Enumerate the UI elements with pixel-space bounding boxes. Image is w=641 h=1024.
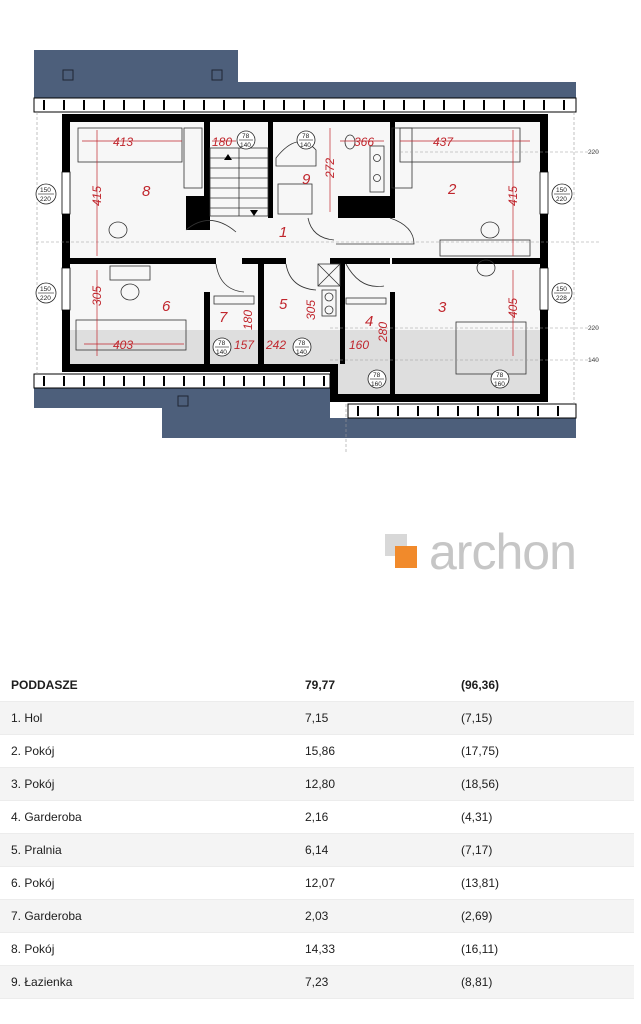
svg-text:150: 150 [40,286,51,293]
dim-157: 157 [234,338,255,352]
svg-text:140: 140 [240,142,251,149]
table-row [0,834,634,867]
elevation-label: 220 [588,149,599,156]
dim-305-left: 305 [90,285,104,306]
room-number-7: 7 [219,309,228,326]
svg-text:150: 150 [40,187,51,194]
dim-272: 272 [323,157,337,178]
room-name: 1. Hol [11,711,43,725]
archon-logo-mark-icon [385,534,421,570]
room-net-area: 2,16 [305,810,329,824]
roof-slope-bottom-right [330,418,576,438]
roof-window-badge [213,338,231,356]
svg-text:220: 220 [556,196,567,203]
room-number-3: 3 [438,299,447,316]
dim-413: 413 [113,135,134,149]
svg-text:140: 140 [296,349,307,356]
roof-window-badge [297,131,315,149]
window-right-top [540,172,548,214]
room-number-5: 5 [279,296,288,313]
table-header-gross: (96,36) [461,677,500,692]
svg-text:160: 160 [494,381,505,388]
table-row [0,966,634,999]
elevation-label: 220 [588,325,599,332]
room-gross-area: (18,56) [461,777,500,791]
room-gross-area: (2,69) [461,909,493,923]
dim-242: 242 [266,338,287,352]
wall-bath-right [390,122,395,218]
wall-east [540,114,548,402]
dim-437: 437 [433,135,454,149]
wall-room3-left [390,292,395,394]
wall-bath-left [268,122,273,218]
svg-text:220: 220 [40,196,51,203]
room-net-area: 14,33 [305,942,336,956]
svg-text:220: 220 [40,295,51,302]
archon-logo-text: archon [429,524,576,580]
roof-window-badge [491,370,509,388]
window-badge-left-bottom [36,283,56,303]
room-name: 6. Pokój [11,876,55,890]
room-net-area: 6,14 [305,843,329,857]
svg-text:78: 78 [298,340,306,347]
eaves-bottom-right [348,404,576,418]
dim-160: 160 [349,338,370,352]
wall-south-left [62,364,338,372]
svg-text:140: 140 [216,349,227,356]
eaves-bottom-left [34,374,330,388]
room-number-2: 2 [448,181,457,198]
wall-hall-south-right [330,258,390,264]
table-header-name: PODDASZE [11,677,78,692]
wall-room7-left [204,292,210,364]
room-name: 9. Łazienka [11,975,73,989]
wall-room3-top [392,258,540,264]
room-name: 3. Pokój [11,777,55,791]
room-number-4: 4 [365,313,374,330]
svg-text:78: 78 [302,133,310,140]
table-header-net: 79,77 [305,677,336,692]
window-badge-right-top [552,184,572,204]
wall-room5-left [258,262,264,364]
svg-text:150: 150 [556,187,567,194]
room-name: 4. Garderoba [11,810,82,824]
wall-north [62,114,548,122]
wall-south-right [330,394,548,402]
table-row [0,933,634,966]
floor-plan [0,0,641,470]
svg-text:78: 78 [218,340,226,347]
svg-text:140: 140 [300,142,311,149]
room-gross-area: (16,11) [461,942,499,956]
dim-366: 366 [354,135,375,149]
room-number-8: 8 [142,183,151,200]
svg-text:150: 150 [556,286,567,293]
elevation-label: 140 [588,357,599,364]
area-table [0,668,634,999]
svg-text:160: 160 [371,381,382,388]
room-number-6: 6 [162,298,171,315]
room-gross-area: (7,15) [461,711,493,725]
window-left-bottom [62,268,70,310]
room-net-area: 7,15 [305,711,329,725]
dim-180: 180 [212,135,233,149]
wall-west [62,114,70,372]
roof-window-badge [293,338,311,356]
wall-bath-block [338,196,390,218]
archon-logo [385,524,625,580]
wall-room6-top [68,258,216,264]
room-net-area: 15,86 [305,744,336,758]
roof-window-badge [368,370,386,388]
room-name: 8. Pokój [11,942,55,956]
window-badge-right-bottom [552,283,572,303]
low-headroom-zone [330,364,542,396]
dim-305-room5: 305 [304,299,318,320]
room-name: 2. Pokój [11,744,55,758]
window-left-top [62,172,70,214]
roof-slope-top-left [34,50,238,98]
table-row [0,900,634,933]
dim-415-right: 415 [506,185,520,206]
floor-plan-drawing [0,0,641,470]
dim-180-room7: 180 [241,309,255,330]
table-row [0,702,634,735]
table-row [0,867,634,900]
room-gross-area: (8,81) [461,975,493,989]
dim-405: 405 [506,297,520,318]
table-row [0,801,634,834]
room-gross-area: (17,75) [461,744,500,758]
usable-floor-area [68,120,542,364]
room-net-area: 2,03 [305,909,329,923]
room-number-1: 1 [279,224,288,241]
svg-text:78: 78 [242,133,250,140]
wall-stair-block [186,196,204,230]
room-number-9: 9 [302,171,311,188]
table-row [0,768,634,801]
window-right-bottom [540,268,548,310]
dim-415-left: 415 [90,185,104,206]
wall-room4-left [340,262,345,364]
room-gross-area: (4,31) [461,810,493,824]
wall-stair-right [204,122,210,230]
svg-text:78: 78 [373,372,381,379]
room-name: 5. Pralnia [11,843,62,857]
room-gross-area: (7,17) [461,843,493,857]
table-row [0,735,634,768]
svg-text:78: 78 [496,372,504,379]
room-net-area: 7,23 [305,975,329,989]
dim-280: 280 [376,321,390,342]
room-gross-area: (13,81) [461,876,500,890]
room-net-area: 12,07 [305,876,336,890]
roof-window-badge [237,131,255,149]
table-header-row [0,668,634,702]
room-name: 7. Garderoba [11,909,82,923]
roof-slope-top-right [238,82,576,98]
dim-403: 403 [113,338,134,352]
svg-text:228: 228 [556,295,567,302]
window-badge-left-top [36,184,56,204]
room-net-area: 12,80 [305,777,336,791]
